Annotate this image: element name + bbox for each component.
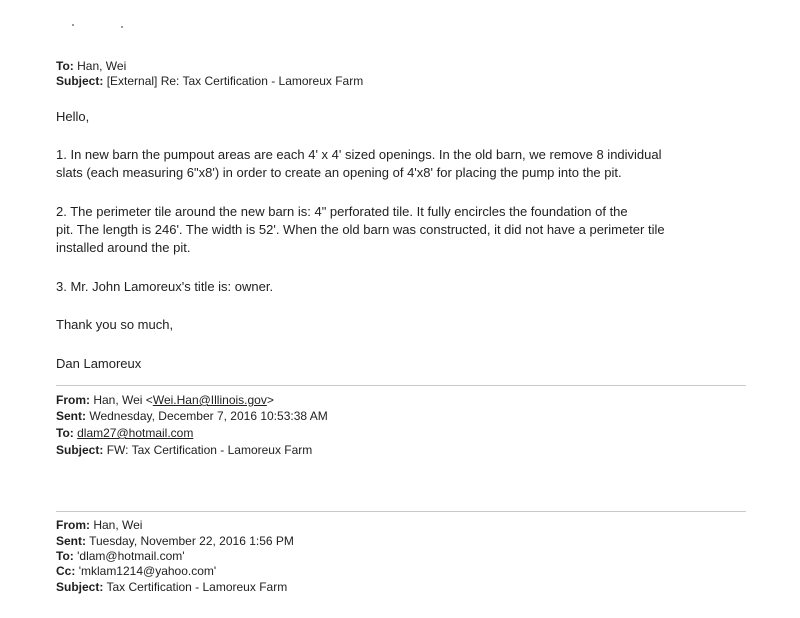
forward-sent-line bbox=[56, 409, 328, 424]
paragraph-1-line-1: 1. In new barn the pumpout areas are each 4' x 4' sized openings. In the old barn, we remove 8 individual bbox=[56, 147, 662, 162]
paragraph-3: 3. Mr. John Lamoreux's title is: owner. bbox=[56, 279, 274, 294]
scan-speck bbox=[121, 26, 123, 28]
from-label: From: bbox=[56, 518, 90, 532]
original-sent-line bbox=[56, 534, 294, 549]
from-value: Han, Wei bbox=[93, 518, 143, 532]
from-email-link[interactable]: Wei.Han@Illinois.gov bbox=[152, 393, 267, 407]
to-label: To: bbox=[56, 426, 74, 440]
reply-to-line bbox=[56, 59, 126, 74]
subject-label: Subject: bbox=[56, 74, 104, 88]
closing: Thank you so much, bbox=[56, 317, 174, 332]
paragraph-2-line-3: installed around the pit. bbox=[56, 240, 191, 255]
from-close: > bbox=[266, 393, 274, 407]
sent-label: Sent: bbox=[56, 534, 86, 548]
sent-label: Sent: bbox=[56, 409, 86, 423]
sent-value: Wednesday, December 7, 2016 10:53:38 AM bbox=[89, 409, 328, 423]
to-email-link[interactable]: dlam27@hotmail.com bbox=[77, 426, 194, 440]
cutoff-text-fragment bbox=[56, 612, 96, 618]
to-value: 'dlam@hotmail.com' bbox=[77, 549, 185, 563]
cc-value: 'mklam1214@yahoo.com' bbox=[78, 564, 217, 578]
subject-value: FW: Tax Certification - Lamoreux Farm bbox=[106, 443, 313, 457]
reply-subject-line bbox=[56, 74, 363, 89]
forward-subject-line bbox=[56, 443, 312, 458]
subject-value: Tax Certification - Lamoreux Farm bbox=[106, 580, 288, 594]
subject-label: Subject: bbox=[56, 580, 104, 594]
subject-label: Subject: bbox=[56, 443, 104, 457]
original-subject-line bbox=[56, 580, 287, 595]
forward-to-line bbox=[56, 426, 193, 441]
original-from-line bbox=[56, 518, 142, 533]
from-label: From: bbox=[56, 393, 90, 407]
original-cc-line bbox=[56, 564, 216, 579]
forward-from-line bbox=[56, 393, 274, 408]
paragraph-2-line-1: 2. The perimeter tile around the new barn is: 4" perforated tile. It fully encircles the foundation of the bbox=[56, 204, 628, 219]
scan-speck bbox=[72, 24, 74, 26]
greeting: Hello, bbox=[56, 109, 90, 124]
separator-line bbox=[56, 511, 746, 512]
to-value: Han, Wei bbox=[77, 59, 127, 73]
paragraph-1-line-2: slats (each measuring 6"x8') in order to create an opening of 4'x8' for placing the pump into the pit. bbox=[56, 165, 622, 180]
to-label: To: bbox=[56, 549, 74, 563]
paragraph-2-line-2: pit. The length is 246'. The width is 52'. When the old barn was constructed, it did not have a perimeter tile bbox=[56, 222, 665, 237]
cc-label: Cc: bbox=[56, 564, 76, 578]
from-name: Han, Wei < bbox=[93, 393, 153, 407]
signature: Dan Lamoreux bbox=[56, 356, 142, 371]
separator-line bbox=[56, 385, 746, 386]
original-to-line bbox=[56, 549, 185, 564]
to-label: To: bbox=[56, 59, 74, 73]
subject-value: [External] Re: Tax Certification - Lamoreux Farm bbox=[106, 74, 364, 88]
sent-value: Tuesday, November 22, 2016 1:56 PM bbox=[89, 534, 294, 548]
